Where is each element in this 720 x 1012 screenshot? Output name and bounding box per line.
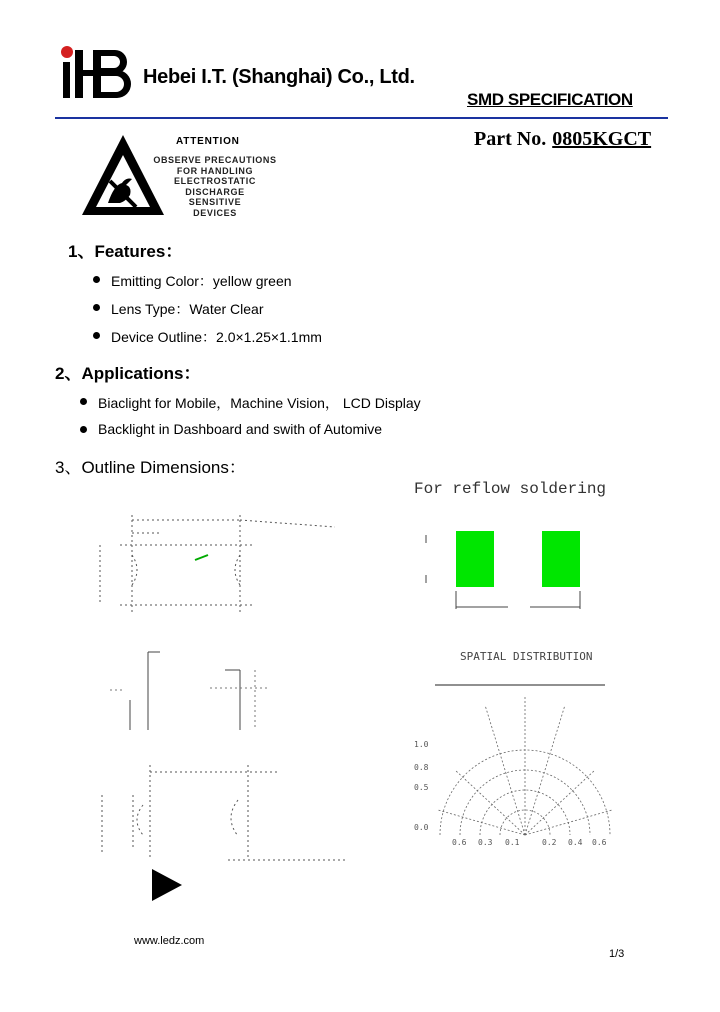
- spec-title: SMD SPECIFICATION: [467, 90, 633, 109]
- y-tick: 0.8: [414, 763, 429, 772]
- solder-pad-left: [456, 531, 494, 587]
- x-tick: 0.4: [568, 838, 583, 847]
- y-tick: 1.0: [414, 740, 429, 749]
- x-tick: 0.1: [505, 838, 520, 847]
- page-number: 1/3: [609, 948, 625, 960]
- feature-item: Device Outline：2.0×1.25×1.1mm: [111, 329, 322, 345]
- company-logo: [55, 44, 135, 102]
- part-label: Part No.: [474, 128, 547, 150]
- y-tick: 0.5: [414, 783, 429, 792]
- x-tick: 0.6: [452, 838, 467, 847]
- top-view-drawing: [90, 505, 350, 620]
- spatial-distribution-chart: [410, 665, 635, 850]
- application-item: Biaclight for Mobile，Machine Vision， LCD Display: [98, 395, 421, 411]
- part-number-line: [474, 128, 651, 151]
- attention-title: ATTENTION: [176, 136, 240, 147]
- side-view-drawing: [100, 640, 280, 740]
- reflow-label: For reflow soldering: [414, 480, 607, 498]
- spatial-distribution-title: SPATIAL DISTRIBUTION: [460, 650, 593, 663]
- solder-pad-right: [542, 531, 580, 587]
- bottom-view-drawing: [88, 760, 348, 900]
- logo-red-dot-icon: [61, 46, 73, 58]
- polarity-triangle-icon: [152, 869, 182, 906]
- feature-item: Lens Type：Water Clear: [111, 301, 264, 317]
- application-item: Backlight in Dashboard and swith of Automive: [98, 421, 383, 437]
- footer-url[interactable]: www.ledz.com: [134, 935, 205, 947]
- company-name: Hebei I.T. (Shanghai) Co., Ltd.: [143, 66, 415, 88]
- features-heading: 1、Features：: [68, 242, 183, 261]
- attention-text: OBSERVE PRECAUTIONS FOR HANDLING ELECTROSTATIC DISCHARGE SENSITIVE DEVICES: [153, 155, 277, 218]
- x-tick: 0.6: [592, 838, 607, 847]
- outline-heading: 3、Outline Dimensions：: [55, 458, 246, 477]
- applications-heading: 2、Applications：: [55, 364, 201, 383]
- part-number: 0805KGCT: [552, 128, 652, 150]
- y-tick: 0.0: [414, 823, 429, 832]
- x-tick: 0.2: [542, 838, 557, 847]
- feature-item: Emitting Color：yellow green: [111, 273, 292, 289]
- x-tick: 0.3: [478, 838, 493, 847]
- header-divider: [55, 117, 668, 119]
- reflow-pad-diagram: [418, 525, 618, 620]
